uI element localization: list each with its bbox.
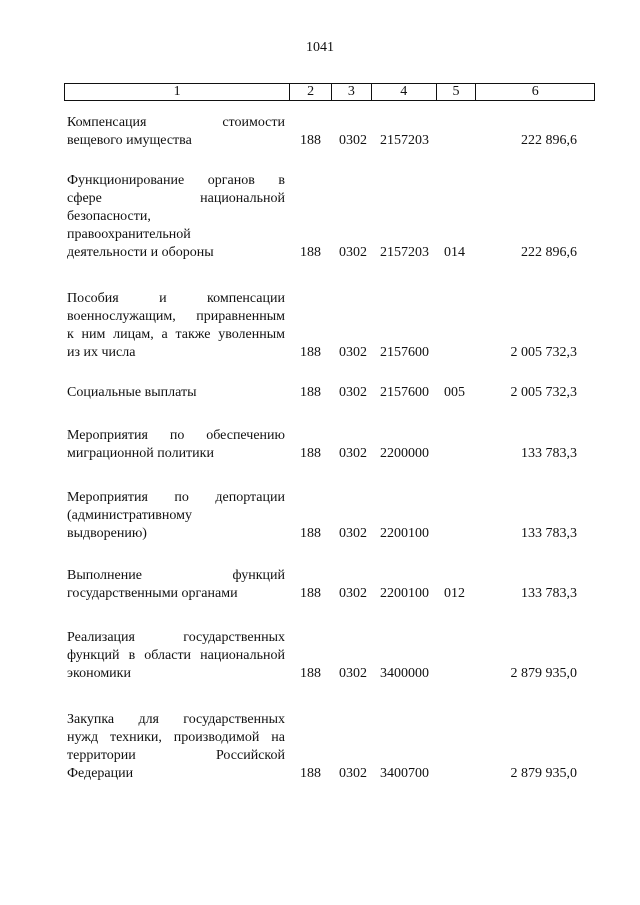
header-col-2: 2 [290,84,332,100]
row-description-line: безопасности, [67,209,151,224]
row-col-3: 0302 [339,385,367,400]
row-description [67,384,285,402]
row-description-line: Пособия и компенсации [67,291,285,306]
row-col-3: 0302 [339,133,367,148]
row-col-6: 222 896,6 [521,245,577,260]
row-col-5: 012 [444,586,465,601]
row-col-3: 0302 [339,526,367,541]
row-col-3: 0302 [339,345,367,360]
row-description-line: деятельности и обороны [67,245,214,260]
table-row [64,384,595,402]
row-col-6: 2 879 935,0 [510,666,577,681]
row-col-4: 2157203 [380,133,429,148]
table-header [64,83,595,101]
row-description-line: государственными органами [67,586,238,601]
row-col-3: 0302 [339,586,367,601]
row-description-line: к ним лицам, а также уволенным [67,327,285,342]
table-row [64,290,595,362]
row-col-4: 2200100 [380,586,429,601]
row-description-line: территории Российской [67,748,285,763]
row-description [67,567,285,603]
row-description-line: миграционной политики [67,446,214,461]
row-col-3: 0302 [339,666,367,681]
row-description [67,711,285,783]
row-description-line: Федерации [67,766,134,781]
table-row [64,629,595,683]
row-col-2: 188 [300,345,321,360]
row-col-2: 188 [300,385,321,400]
row-col-6: 2 005 732,3 [510,345,577,360]
table-row [64,427,595,463]
row-description-line: Компенсация стоимости [67,115,285,130]
table-row [64,172,595,262]
row-description-line: Социальные выплаты [67,385,197,400]
table-row [64,114,595,150]
row-description-line: экономики [67,666,131,681]
row-description-line: Выполнение функций [67,568,285,583]
table-row [64,567,595,603]
row-description-line: нужд техники, производимой на [67,730,285,745]
row-col-4: 2157600 [380,345,429,360]
row-col-4: 2200000 [380,446,429,461]
row-description-line: сфере национальной [67,191,285,206]
row-description [67,427,285,463]
row-description-line: функций в области национальной [67,648,285,663]
row-col-6: 133 783,3 [521,446,577,461]
row-col-4: 3400000 [380,666,429,681]
row-description [67,290,285,362]
header-col-6: 6 [531,84,539,99]
row-col-2: 188 [300,766,321,781]
page-number: 1041 [306,40,334,55]
row-description-line: Закупка для государственных [67,712,285,727]
row-description-line: военнослужащим, приравненным [67,309,285,324]
row-description-line: вещевого имущества [67,133,192,148]
row-col-2: 188 [300,586,321,601]
row-col-4: 2200100 [380,526,429,541]
row-description-line: выдворению) [67,526,147,541]
row-col-6: 133 783,3 [521,526,577,541]
header-col-3: 3 [332,84,372,100]
table-row [64,489,595,543]
header-col-4: 4 [372,84,437,100]
row-col-6: 133 783,3 [521,586,577,601]
row-description-line: правоохранительной [67,227,191,242]
header-col-1: 1 [65,84,290,100]
row-description-line: Мероприятия по депортации [67,490,285,505]
row-col-2: 188 [300,133,321,148]
row-description-line: Мероприятия по обеспечению [67,428,285,443]
row-col-6: 2 005 732,3 [510,385,577,400]
row-description-line: Функционирование органов в [67,173,285,188]
row-description-line: (административному [67,508,192,523]
row-description [67,114,285,150]
row-col-4: 3400700 [380,766,429,781]
row-col-4: 2157600 [380,385,429,400]
row-col-6: 222 896,6 [521,133,577,148]
row-description-line: Реализация государственных [67,630,285,645]
row-col-2: 188 [300,526,321,541]
row-col-6: 2 879 935,0 [510,766,577,781]
row-col-2: 188 [300,245,321,260]
row-col-2: 188 [300,666,321,681]
row-col-2: 188 [300,446,321,461]
table-row [64,711,595,783]
row-col-3: 0302 [339,766,367,781]
row-description [67,172,285,262]
row-col-3: 0302 [339,245,367,260]
row-col-4: 2157203 [380,245,429,260]
row-description [67,489,285,543]
row-col-5: 005 [444,385,465,400]
header-col-5: 5 [437,84,477,100]
row-col-5: 014 [444,245,465,260]
row-col-3: 0302 [339,446,367,461]
row-description-line: из их числа [67,345,136,360]
row-description [67,629,285,683]
